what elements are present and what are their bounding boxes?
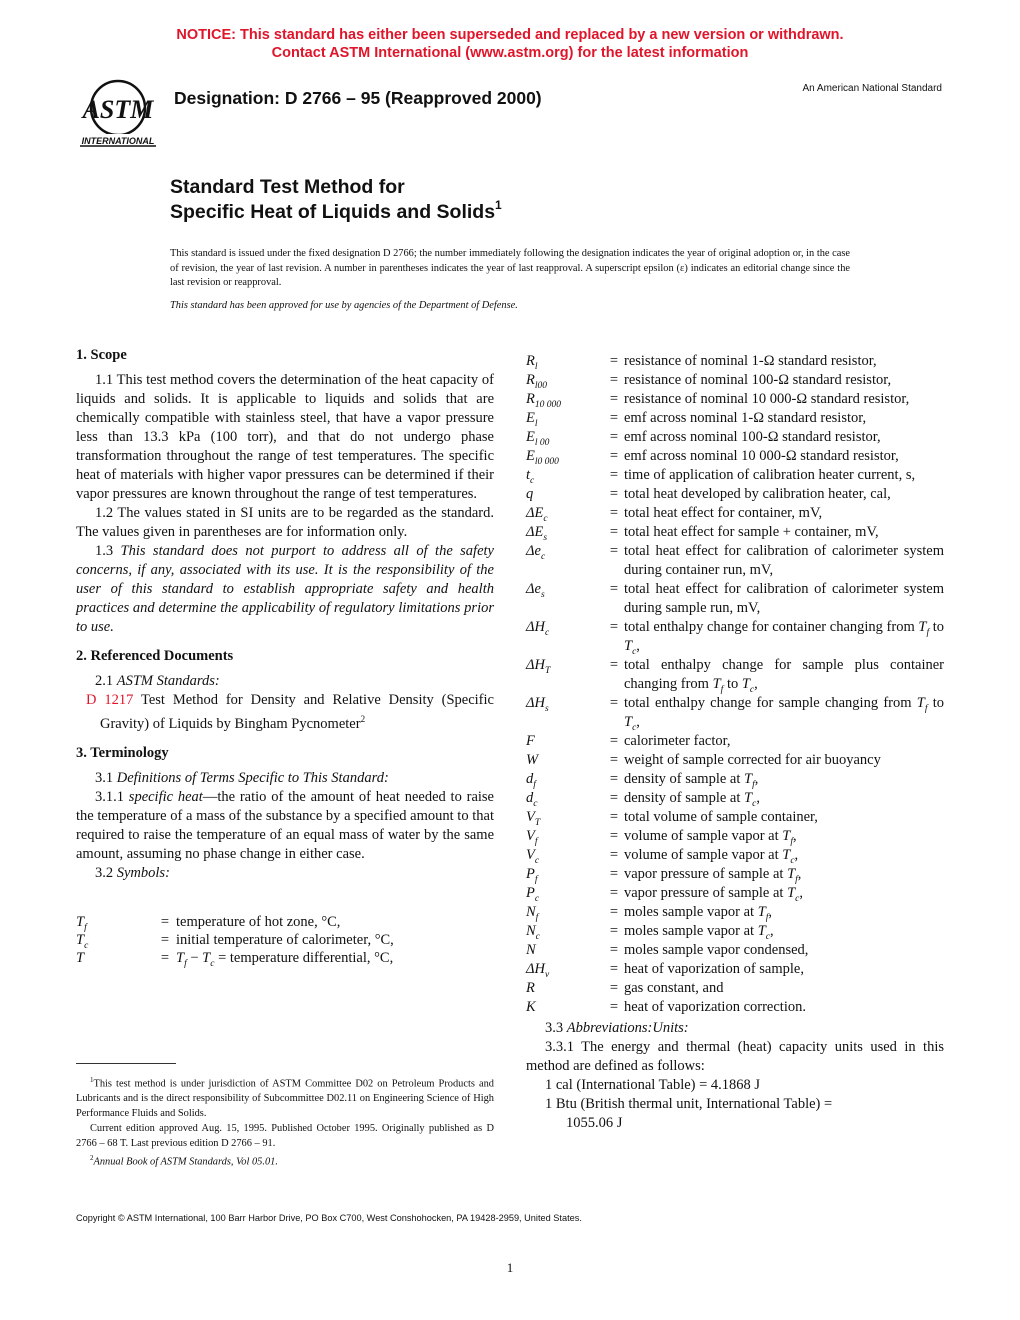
- symbol-right-equals: =: [609, 467, 619, 483]
- astm-logo-icon: [76, 78, 160, 148]
- symbol-right-symbol: $\Delta E_c$: [526, 505, 548, 524]
- footnote-1b: Current edition approved Aug. 15, 1995. Published October 1995. Originally published as D 2766 – 68 T. Last previous edition D 2766 – 91.: [76, 1123, 494, 1150]
- symbol-right-equals: =: [609, 866, 619, 882]
- symbol-right-symbol: N: [526, 942, 536, 958]
- symbol-left-definition: initial temperature of calorimeter, °C,: [176, 931, 394, 948]
- symbol-right-definition: total heat effect for sample + container, mV,: [624, 524, 879, 540]
- symbol-right-symbol: $\Delta e_c$: [526, 543, 546, 562]
- symbol-right-equals: =: [609, 410, 619, 426]
- symbol-right-equals: =: [609, 353, 619, 369]
- symbol-right-equals: =: [609, 752, 619, 768]
- symbol-right-equals: =: [609, 733, 619, 749]
- scope-1-3: 1.3 This standard does not purport to address all of the safety concerns, if any, associated with its use. It is the responsibility of the user of this standard to establish appropriate safety and health practices and determine the applicability of regulatory limitations prior to use.: [76, 543, 494, 635]
- symbol-right-definition: total volume of sample container,: [624, 809, 818, 825]
- symbol-right-definition: heat of vaporization correction.: [624, 999, 806, 1015]
- symbol-right-definition: moles sample vapor at $T_f$,: [624, 904, 773, 923]
- symbol-right-definition: total heat developed by calibration heater, cal,: [624, 486, 891, 502]
- symbol-right-symbol: $R_l$: [526, 353, 538, 372]
- symbol-right-equals: =: [609, 619, 619, 635]
- symbol-right-definition: vapor pressure of sample at $T_c$,: [624, 885, 803, 904]
- symbol-right-symbol: q: [526, 486, 534, 502]
- symbol-right-definition: moles sample vapor condensed,: [624, 942, 809, 958]
- symbol-right-symbol: $\Delta H_T$: [526, 657, 551, 676]
- symbol-right-equals: =: [609, 429, 619, 445]
- symbol-right-equals: =: [609, 657, 619, 673]
- symbol-left-symbol: $T_f$: [76, 913, 87, 933]
- symbol-right-equals: =: [609, 885, 619, 901]
- term-3-1-1: 3.1.1 specific heat—the ratio of the amount of heat needed to raise the temperature of a mass of the substance by a specified amount to that required to raise the temperature of an equal mass of water by the same amount, assuming no phase change in either case.: [76, 788, 494, 862]
- right-column: [526, 352, 944, 1133]
- abbrev-3-3: 3.3 Abbreviations:Units:: [545, 1020, 689, 1036]
- symbol-right-equals: =: [609, 372, 619, 388]
- footnote-rule: [76, 1063, 176, 1064]
- symbol-right-symbol: $E_{l 00}$: [526, 429, 550, 448]
- footnotes: [76, 1073, 494, 1170]
- symbol-right-definition: heat of vaporization of sample,: [624, 961, 804, 977]
- notice-line-2: Contact ASTM International (www.astm.org) for the latest information: [271, 45, 749, 61]
- document-title: [170, 175, 502, 225]
- symbol-right-equals: =: [609, 581, 619, 597]
- symbol-right-symbol: $V_T$: [526, 809, 541, 828]
- symbol-left-definition: $T_f - T_c$ = temperature differential, °C,: [176, 949, 394, 969]
- symbol-right-symbol: R: [526, 980, 535, 996]
- symbol-right-definition: emf across nominal 1-Ω standard resistor,: [624, 410, 867, 426]
- symbol-right-equals: =: [609, 448, 619, 464]
- symbol-left-definition: temperature of hot zone, °C,: [176, 913, 341, 930]
- symbol-right-symbol: $t_c$: [526, 467, 535, 486]
- abbrev-3-3-1: 3.3.1 The energy and thermal (heat) capacity units used in this method are defined as follows:: [526, 1039, 944, 1074]
- symbol-right-definition: total enthalpy change for sample changing from $T_f$ to $T_c$,: [624, 695, 945, 733]
- symbol-right-symbol: $N_f$: [526, 904, 539, 923]
- section-terminology-heading: 3. Terminology: [76, 744, 169, 761]
- symbol-right-definition: density of sample at $T_c$,: [624, 790, 760, 809]
- symbol-right-symbol: $V_c$: [526, 847, 540, 866]
- notice-line-1: NOTICE: This standard has either been superseded and replaced by a new version or withdrawn.: [176, 27, 844, 43]
- symbol-right-definition: volume of sample vapor at $T_f$,: [624, 828, 797, 847]
- symbol-right-equals: =: [609, 961, 619, 977]
- symbol-right-definition: total enthalpy change for container changing from $T_f$ to $T_c$,: [624, 619, 945, 657]
- symbol-right-definition: emf across nominal 100-Ω standard resistor,: [624, 429, 881, 445]
- logo-subtext: INTERNATIONAL: [81, 136, 155, 146]
- symbol-right-equals: =: [609, 505, 619, 521]
- ref-link-d1217[interactable]: D 1217: [86, 692, 134, 708]
- symbols-left-list: [76, 913, 494, 967]
- footnote-2: $^2$Annual Book of ASTM Standards, Vol 05.01.: [90, 1154, 278, 1168]
- symbol-right-definition: moles sample vapor at $T_c$,: [624, 923, 774, 942]
- symbol-left-equals: =: [160, 949, 170, 966]
- symbol-right-symbol: $V_f$: [526, 828, 538, 847]
- symbol-right-symbol: W: [526, 752, 539, 768]
- symbol-right-definition: resistance of nominal 100-Ω standard resistor,: [624, 372, 892, 388]
- symbol-left-symbol: T: [76, 949, 85, 966]
- logo-text: ASTM: [82, 95, 154, 124]
- symbol-right-equals: =: [609, 847, 619, 863]
- symbol-right-equals: =: [609, 486, 619, 502]
- symbol-right-definition: total enthalpy change for sample plus container changing from $T_f$ to $T_c$,: [624, 657, 944, 695]
- symbol-right-symbol: $\Delta H_v$: [526, 961, 550, 980]
- symbol-right-definition: calorimeter factor,: [624, 733, 731, 749]
- dod-approval: This standard has been approved for use by agencies of the Department of Defense.: [170, 300, 518, 311]
- title-line-1: Standard Test Method for: [170, 176, 405, 198]
- symbol-right-definition: resistance of nominal 1-Ω standard resistor,: [624, 353, 877, 369]
- symbol-right-definition: vapor pressure of sample at $T_f$,: [624, 866, 802, 885]
- designation: Designation: D 2766 – 95 (Reapproved 2000): [174, 88, 542, 108]
- symbol-right-equals: =: [609, 771, 619, 787]
- symbol-right-symbol: K: [526, 999, 536, 1015]
- symbol-right-definition: total heat effect for calibration of calorimeter system during container run, mV,: [624, 543, 944, 578]
- symbol-right-definition: total heat effect for container, mV,: [624, 505, 823, 521]
- symbol-right-equals: =: [609, 809, 619, 825]
- symbol-right-definition: weight of sample corrected for air buoyancy: [624, 752, 881, 768]
- left-column: [76, 346, 494, 967]
- term-3-2: 3.2 Symbols:: [95, 864, 170, 881]
- term-3-1: 3.1 Definitions of Terms Specific to This Standard:: [95, 769, 389, 786]
- unit-cal: 1 cal (International Table) = 4.1868 J: [545, 1077, 761, 1093]
- symbol-right-equals: =: [609, 695, 619, 711]
- symbol-right-symbol: $d_f$: [526, 771, 536, 790]
- section-scope-heading: 1. Scope: [76, 347, 127, 363]
- symbol-right-equals: =: [609, 999, 619, 1015]
- refs-2-1: 2.1 ASTM Standards:: [95, 673, 220, 689]
- symbol-right-symbol: $E_l$: [526, 410, 538, 429]
- symbol-right-symbol: $\Delta E_s$: [526, 524, 548, 543]
- symbol-right-definition: density of sample at $T_f$,: [624, 771, 759, 790]
- symbol-right-symbol: $N_c$: [526, 923, 540, 942]
- symbol-left-equals: =: [160, 931, 170, 948]
- symbol-right-symbol: $P_f$: [526, 866, 538, 885]
- symbol-right-equals: =: [609, 543, 619, 559]
- symbol-right-equals: =: [609, 391, 619, 407]
- symbol-right-equals: =: [609, 923, 619, 939]
- symbol-right-symbol: $\Delta H_s$: [526, 695, 549, 714]
- symbol-right-definition: resistance of nominal 10 000-Ω standard resistor,: [624, 391, 910, 407]
- symbol-right-definition: time of application of calibration heater current, s,: [624, 467, 916, 483]
- symbol-right-symbol: $\Delta H_c$: [526, 619, 550, 638]
- section-refs-heading: 2. Referenced Documents: [76, 648, 234, 664]
- symbol-right-definition: total heat effect for calibration of calorimeter system during sample run, mV,: [624, 581, 944, 616]
- symbol-right-symbol: $\Delta e_s$: [526, 581, 545, 600]
- unit-btu-value: 1055.06 J: [566, 1115, 623, 1131]
- symbol-right-definition: gas constant, and: [624, 980, 724, 996]
- unit-btu: 1 Btu (British thermal unit, International Table) =: [545, 1096, 833, 1112]
- symbol-right-symbol: $E_{l0 000}$: [526, 448, 559, 467]
- title-footnote-mark: 1: [495, 198, 502, 212]
- symbol-right-equals: =: [609, 942, 619, 958]
- symbol-right-equals: =: [609, 828, 619, 844]
- symbols-right-list: [526, 352, 944, 1017]
- copyright: Copyright © ASTM International, 100 Barr Harbor Drive, PO Box C700, West Conshohocken, PA 19428-2959, United States.: [76, 1213, 582, 1223]
- notice-banner: [0, 26, 1020, 62]
- footnote-1: $^1$This test method is under jurisdiction of ASTM Committee D02 on Petroleum Products and Lubricants and is the direct responsibility of Subcommittee D02.11 on Engineering Science of High Performance Fluids and Solids.: [76, 1076, 494, 1120]
- symbol-left-symbol: $T_c$: [76, 931, 89, 951]
- page-number: 1: [506, 1260, 514, 1275]
- intro-paragraph: This standard is issued under the fixed designation D 2766; the number immediately following the designation indicates the year of original adoption or, in the case of revision, the year of last revision. A number in parentheses indicates the year of last reapproval. A superscript epsilon (ε) indicates an editorial change since the last revision or reapproval.: [170, 248, 851, 288]
- title-line-2: Specific Heat of Liquids and Solids: [170, 201, 496, 223]
- symbol-right-symbol: $R_{10 000}$: [526, 391, 561, 410]
- symbol-right-symbol: F: [526, 733, 535, 749]
- symbol-right-equals: =: [609, 524, 619, 540]
- symbol-right-equals: =: [609, 904, 619, 920]
- national-standard-label: An American National Standard: [802, 83, 942, 94]
- symbol-right-definition: volume of sample vapor at $T_c$,: [624, 847, 799, 866]
- scope-1-1: 1.1 This test method covers the determination of the heat capacity of liquids and solids. It is applicable to liquids and solids that are chemically compatible with stainless steel, that have a vapor pressure less than 13.3 kPa (100 torr), and that do not undergo phase transformation throughout the range of test temperatures. The specific heat of materials with higher vapor pressures can be determined if their vapor pressures are known throughout the range of test temperatures.: [76, 372, 494, 502]
- ref-d1217: D 1217 Test Method for Density and Relative Density (Specific Gravity) of Liquids by Bingham Pycnometer$^2$: [86, 692, 494, 732]
- symbol-right-equals: =: [609, 980, 619, 996]
- symbol-right-symbol: $d_c$: [526, 790, 538, 809]
- scope-1-2: 1.2 The values stated in SI units are to be regarded as the standard. The values given in parentheses are for information only.: [76, 505, 494, 540]
- symbol-right-symbol: $P_c$: [526, 885, 540, 904]
- symbol-right-symbol: $R_{l00}$: [526, 372, 547, 391]
- symbol-right-equals: =: [609, 790, 619, 806]
- symbol-right-definition: emf across nominal 10 000-Ω standard resistor,: [624, 448, 899, 464]
- symbol-left-equals: =: [160, 913, 170, 930]
